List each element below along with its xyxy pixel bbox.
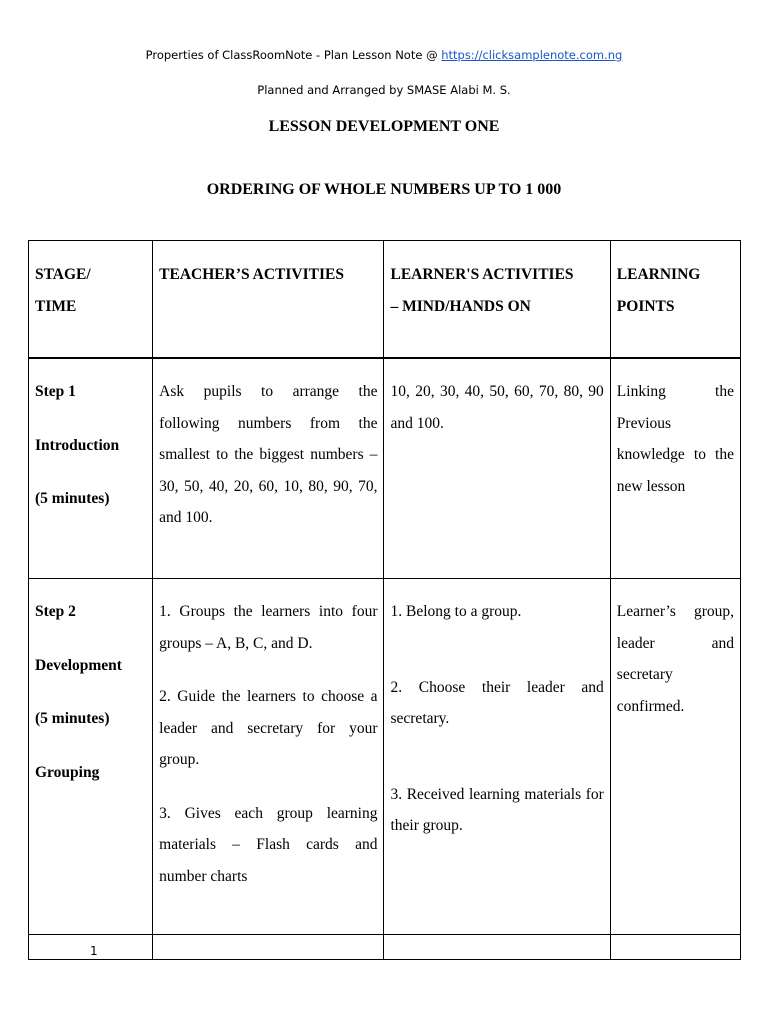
header-teacher-label: TEACHER’S ACTIVITIES xyxy=(159,266,344,283)
row2-teacher-2: 2. Guide the learners to choose a leader and secretary for your group. xyxy=(159,688,378,768)
table-row xyxy=(29,359,741,579)
planned-by-line: Planned and Arranged by SMASE Alabi M. S. xyxy=(257,83,511,97)
header-learner-sub-label: – MIND/HANDS ON xyxy=(390,297,531,315)
header-learning-label: LEARNING xyxy=(616,266,701,283)
row2-learner-3: 3. Received learning materials for their group. xyxy=(390,785,604,834)
row1-stage-name: Introduction xyxy=(35,436,120,454)
row2-teacher-3: 3. Gives each group learning materials – Flash cards and number charts xyxy=(159,804,378,885)
table-row xyxy=(29,935,741,960)
table-row xyxy=(29,579,741,935)
row2-points-text: Learner’s group, leader and secretary confirmed. xyxy=(616,603,734,715)
row2-learner-cell xyxy=(384,579,610,935)
row1-stage-cell xyxy=(29,359,153,579)
row1-learner-text: 10, 20, 30, 40, 50, 60, 70, 80, 90 and 100. xyxy=(390,383,604,432)
row1-teacher-cell xyxy=(153,359,384,579)
row2-teacher-cell xyxy=(153,579,384,935)
header-time-label: TIME xyxy=(35,297,77,315)
lesson-table xyxy=(28,240,741,358)
row2-sub: Grouping xyxy=(35,763,100,781)
row2-learner-2: 2. Choose their leader and secretary. xyxy=(390,678,604,727)
row2-learner-1: 1. Belong to a group. xyxy=(390,603,522,620)
row1-time: (5 minutes) xyxy=(35,490,110,507)
header-teacher xyxy=(153,241,384,358)
table-header-row xyxy=(29,241,741,358)
row2-step: Step 2 xyxy=(35,603,76,620)
row2-time: (5 minutes) xyxy=(35,710,110,727)
lesson-title: LESSON DEVELOPMENT ONE xyxy=(268,118,500,135)
row2-stage-name: Development xyxy=(35,656,122,674)
header-learner xyxy=(384,241,610,358)
row2-stage-cell xyxy=(29,579,153,935)
properties-line xyxy=(0,48,768,62)
row1-teacher-text: Ask pupils to arrange the following numbers from the smallest to the biggest numbers – 30, 50, 40, 20, 60, 10, 80, 90, 70, and 100. xyxy=(159,383,378,526)
header-points-label: POINTS xyxy=(616,297,675,315)
header-points xyxy=(610,241,740,358)
row1-step: Step 1 xyxy=(35,383,76,400)
row2-points-cell xyxy=(610,579,740,935)
header-stage-time xyxy=(29,241,153,358)
lesson-table-body xyxy=(28,358,741,960)
row1-learner-cell xyxy=(384,359,610,579)
topic-title: ORDERING OF WHOLE NUMBERS UP TO 1 000 xyxy=(206,181,562,198)
empty-cell xyxy=(153,935,384,960)
row1-points-cell xyxy=(610,359,740,579)
site-link[interactable]: https://clicksamplenote.com.ng xyxy=(441,48,623,62)
row1-points-text: Linking the Previous knowledge to the new lesson xyxy=(616,383,734,495)
header-stage-label: STAGE/ xyxy=(35,266,91,283)
properties-text: Properties of ClassRoomNote - Plan Lesson Note @ xyxy=(145,48,442,62)
page-number: 1 xyxy=(90,944,98,958)
header-learner-label: LEARNER'S ACTIVITIES xyxy=(390,266,574,283)
empty-cell xyxy=(610,935,740,960)
empty-cell xyxy=(384,935,610,960)
row2-teacher-1: 1. Groups the learners into four groups – A, B, C, and D. xyxy=(159,603,378,652)
